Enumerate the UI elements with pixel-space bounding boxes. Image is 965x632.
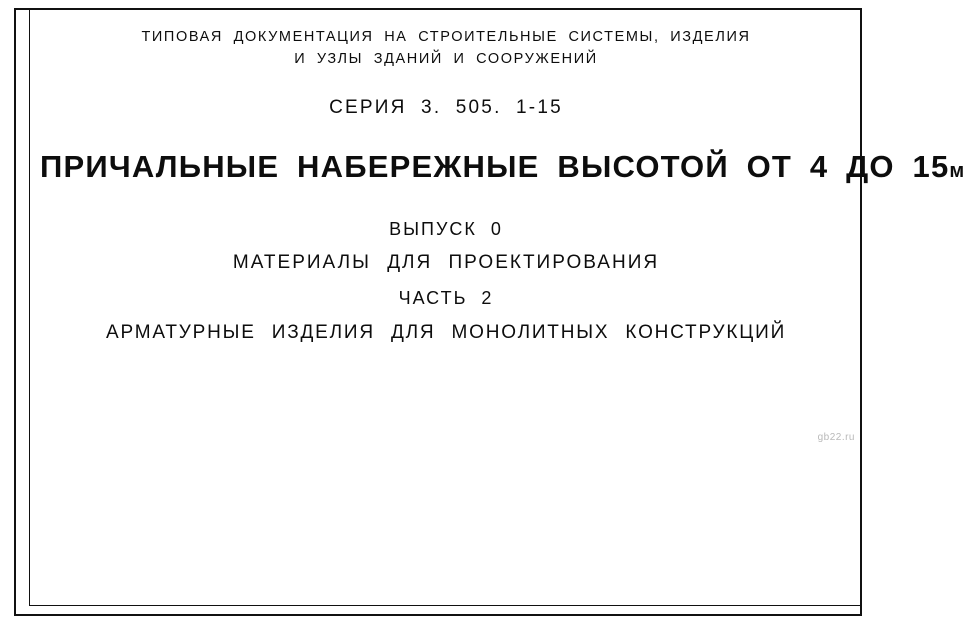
series-number: СЕРИЯ 3. 505. 1-15 xyxy=(329,96,563,118)
title-block xyxy=(40,14,965,344)
page-title-unit: м xyxy=(949,159,965,182)
document-kind xyxy=(40,26,852,71)
watermark: gb22.ru xyxy=(817,432,855,443)
page-title-text: ПРИЧАЛЬНЫЕ НАБЕРЕЖНЫЕ ВЫСОТОЙ ОТ 4 ДО 15 xyxy=(40,148,950,184)
issue-label: ВЫПУСК 0 xyxy=(389,218,503,239)
document-kind-line-1: ТИПОВАЯ ДОКУМЕНТАЦИЯ НА СТРОИТЕЛЬНЫЕ СИСТЕМЫ, ИЗДЕЛИЯ xyxy=(141,29,751,45)
document-kind-line-2: И УЗЛЫ ЗДАНИЙ И СООРУЖЕНИЙ xyxy=(294,51,598,68)
part-label: ЧАСТЬ 2 xyxy=(398,287,494,308)
page-title xyxy=(40,148,965,185)
part-subtitle: АРМАТУРНЫЕ ИЗДЕЛИЯ ДЛЯ МОНОЛИТНЫХ КОНСТРУКЦИЙ xyxy=(105,321,787,343)
issue-subtitle: МАТЕРИАЛЫ ДЛЯ ПРОЕКТИРОВАНИЯ xyxy=(232,251,660,273)
